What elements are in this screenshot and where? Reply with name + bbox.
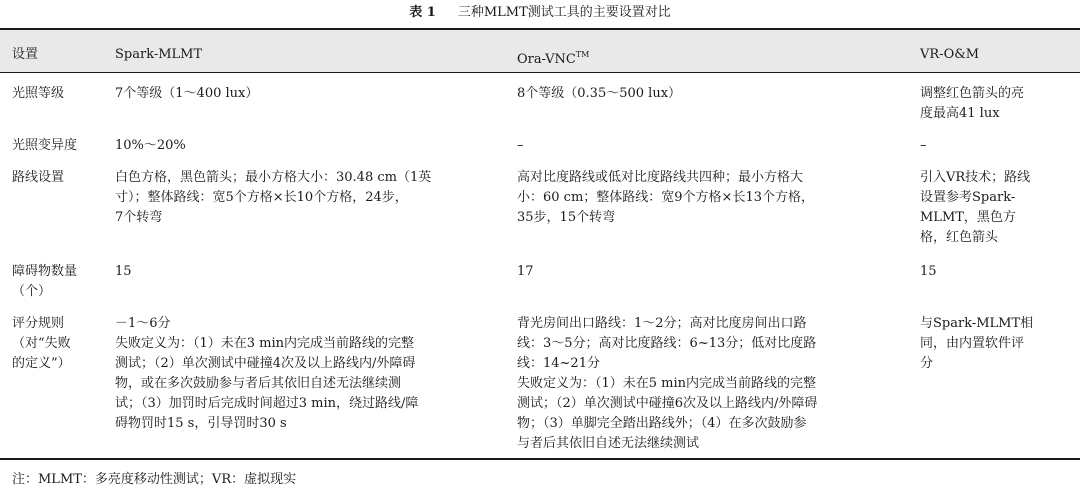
cell-line: 评分规则 (12, 316, 65, 331)
cell-line: 度最高41 lux (920, 106, 1000, 121)
row-variation-label (12, 136, 106, 156)
row-route-vr (920, 168, 1072, 248)
cell-line: 障碍物数量 (12, 264, 78, 279)
cell-line: 10%～20% (115, 138, 186, 153)
table-label: 表 1 (409, 5, 436, 20)
cell-line: 路线设置 (12, 170, 65, 185)
table-caption (0, 4, 1080, 22)
header-rule (0, 72, 1080, 73)
cell-line: 测试；（2）单次测试中碰撞6次及以上路线内/外障碍 (517, 396, 818, 411)
cell-line: 线：3～5分；高对比度路线：6~13分；低对比度路 (517, 336, 817, 351)
cell-line: 7个等级（1～400 lux） (115, 86, 259, 101)
row-obstacles-ora (517, 262, 917, 282)
row-route-spark (115, 168, 515, 228)
row-light-vr (920, 84, 1072, 124)
cell-line: MLMT，黑色方 (920, 210, 1016, 225)
cell-line: 失败定义为：（1）未在3 min内完成当前路线的完整 (115, 336, 415, 351)
cell-line: 7个转弯 (115, 210, 163, 225)
row-scoring-spark (115, 314, 515, 434)
cell-line: 物，或在多次鼓励参与者后其依旧自述无法继续测 (115, 376, 402, 391)
row-obstacles-spark (115, 262, 515, 282)
cell-line: 与者后其依旧自述无法继续测试 (517, 436, 700, 451)
cell-line: 光照等级 (12, 86, 65, 101)
cell-line: 背光房间出口路线：1～2分；高对比度房间出口路 (517, 316, 807, 331)
cell-line: 测试；（2）单次测试中碰撞4次及以上路线内/外障碍 (115, 356, 416, 371)
cell-line: 试；（3）加罚时后完成时间超过3 min，绕过路线/障 (115, 396, 419, 411)
cell-line: 分 (920, 356, 934, 371)
cell-line: 寸）；整体路线：宽5个方格×长10个方格，24步， (115, 190, 408, 205)
header-vr: VR-O&M (920, 47, 980, 62)
cell-line: 小：60 cm；整体路线：宽9个方格×长13个方格， (517, 190, 814, 205)
cell-line: 引入VR技术；路线 (920, 170, 1031, 185)
cell-line: – (517, 138, 524, 153)
cell-line: 15 (920, 264, 937, 279)
cell-line: 高对比度路线或低对比度路线共四种；最小方格大 (517, 170, 804, 185)
row-obstacles-label (12, 262, 106, 302)
row-light-ora (517, 84, 917, 104)
table-title: 三种MLMT测试工具的主要设置对比 (457, 5, 671, 20)
cell-line: 8个等级（0.35～500 lux） (517, 86, 682, 101)
cell-line: －1～6分 (115, 316, 171, 331)
cell-line: 格，红色箭头 (920, 230, 999, 245)
cell-line: 设置参考Spark- (920, 190, 1016, 205)
cell-line: （个） (12, 284, 52, 299)
cell-line: 同，由内置软件评 (920, 336, 1025, 351)
cell-line: 15 (115, 264, 132, 279)
row-light-label (12, 84, 106, 104)
cell-line: 调整红色箭头的亮 (920, 86, 1025, 101)
cell-line: 17 (517, 264, 534, 279)
cell-line: 线：14~21分 (517, 356, 600, 371)
cell-line: 光照变异度 (12, 138, 78, 153)
header-ora-name: Ora-VNC (517, 52, 576, 67)
row-variation-vr (920, 136, 1072, 156)
cell-line: 物；（3）单脚完全踏出路线外；（4）在多次鼓励参 (517, 416, 807, 431)
header-spark: Spark-MLMT (115, 47, 203, 62)
cell-line: 35步，15个转弯 (517, 210, 616, 225)
trademark-sup: TM (575, 50, 590, 59)
row-scoring-label (12, 314, 106, 374)
bottom-rule (0, 458, 1080, 460)
cell-line: 的定义”） (12, 356, 71, 371)
header-ora (517, 45, 917, 70)
cell-line: – (920, 138, 927, 153)
cell-line: 碍物罚时15 s，引导罚时30 s (115, 416, 287, 431)
row-variation-spark (115, 136, 515, 156)
cell-line: 与Spark-MLMT相 (920, 316, 1034, 331)
row-variation-ora (517, 136, 917, 156)
row-route-ora (517, 168, 917, 228)
cell-line: 白色方格，黑色箭头；最小方格大小：30.48 cm（1英 (115, 170, 432, 185)
row-scoring-ora (517, 314, 917, 454)
cell-line: （对“失败 (12, 336, 71, 351)
table-footnote: 注：MLMT：多亮度移动性测试；VR：虚拟现实 (12, 472, 297, 487)
header-settings: 设置 (12, 47, 39, 62)
cell-line: 失败定义为：（1）未在5 min内完成当前路线的完整 (517, 376, 817, 391)
row-obstacles-vr (920, 262, 1072, 282)
row-light-spark (115, 84, 515, 104)
row-scoring-vr (920, 314, 1072, 374)
row-route-label (12, 168, 106, 188)
